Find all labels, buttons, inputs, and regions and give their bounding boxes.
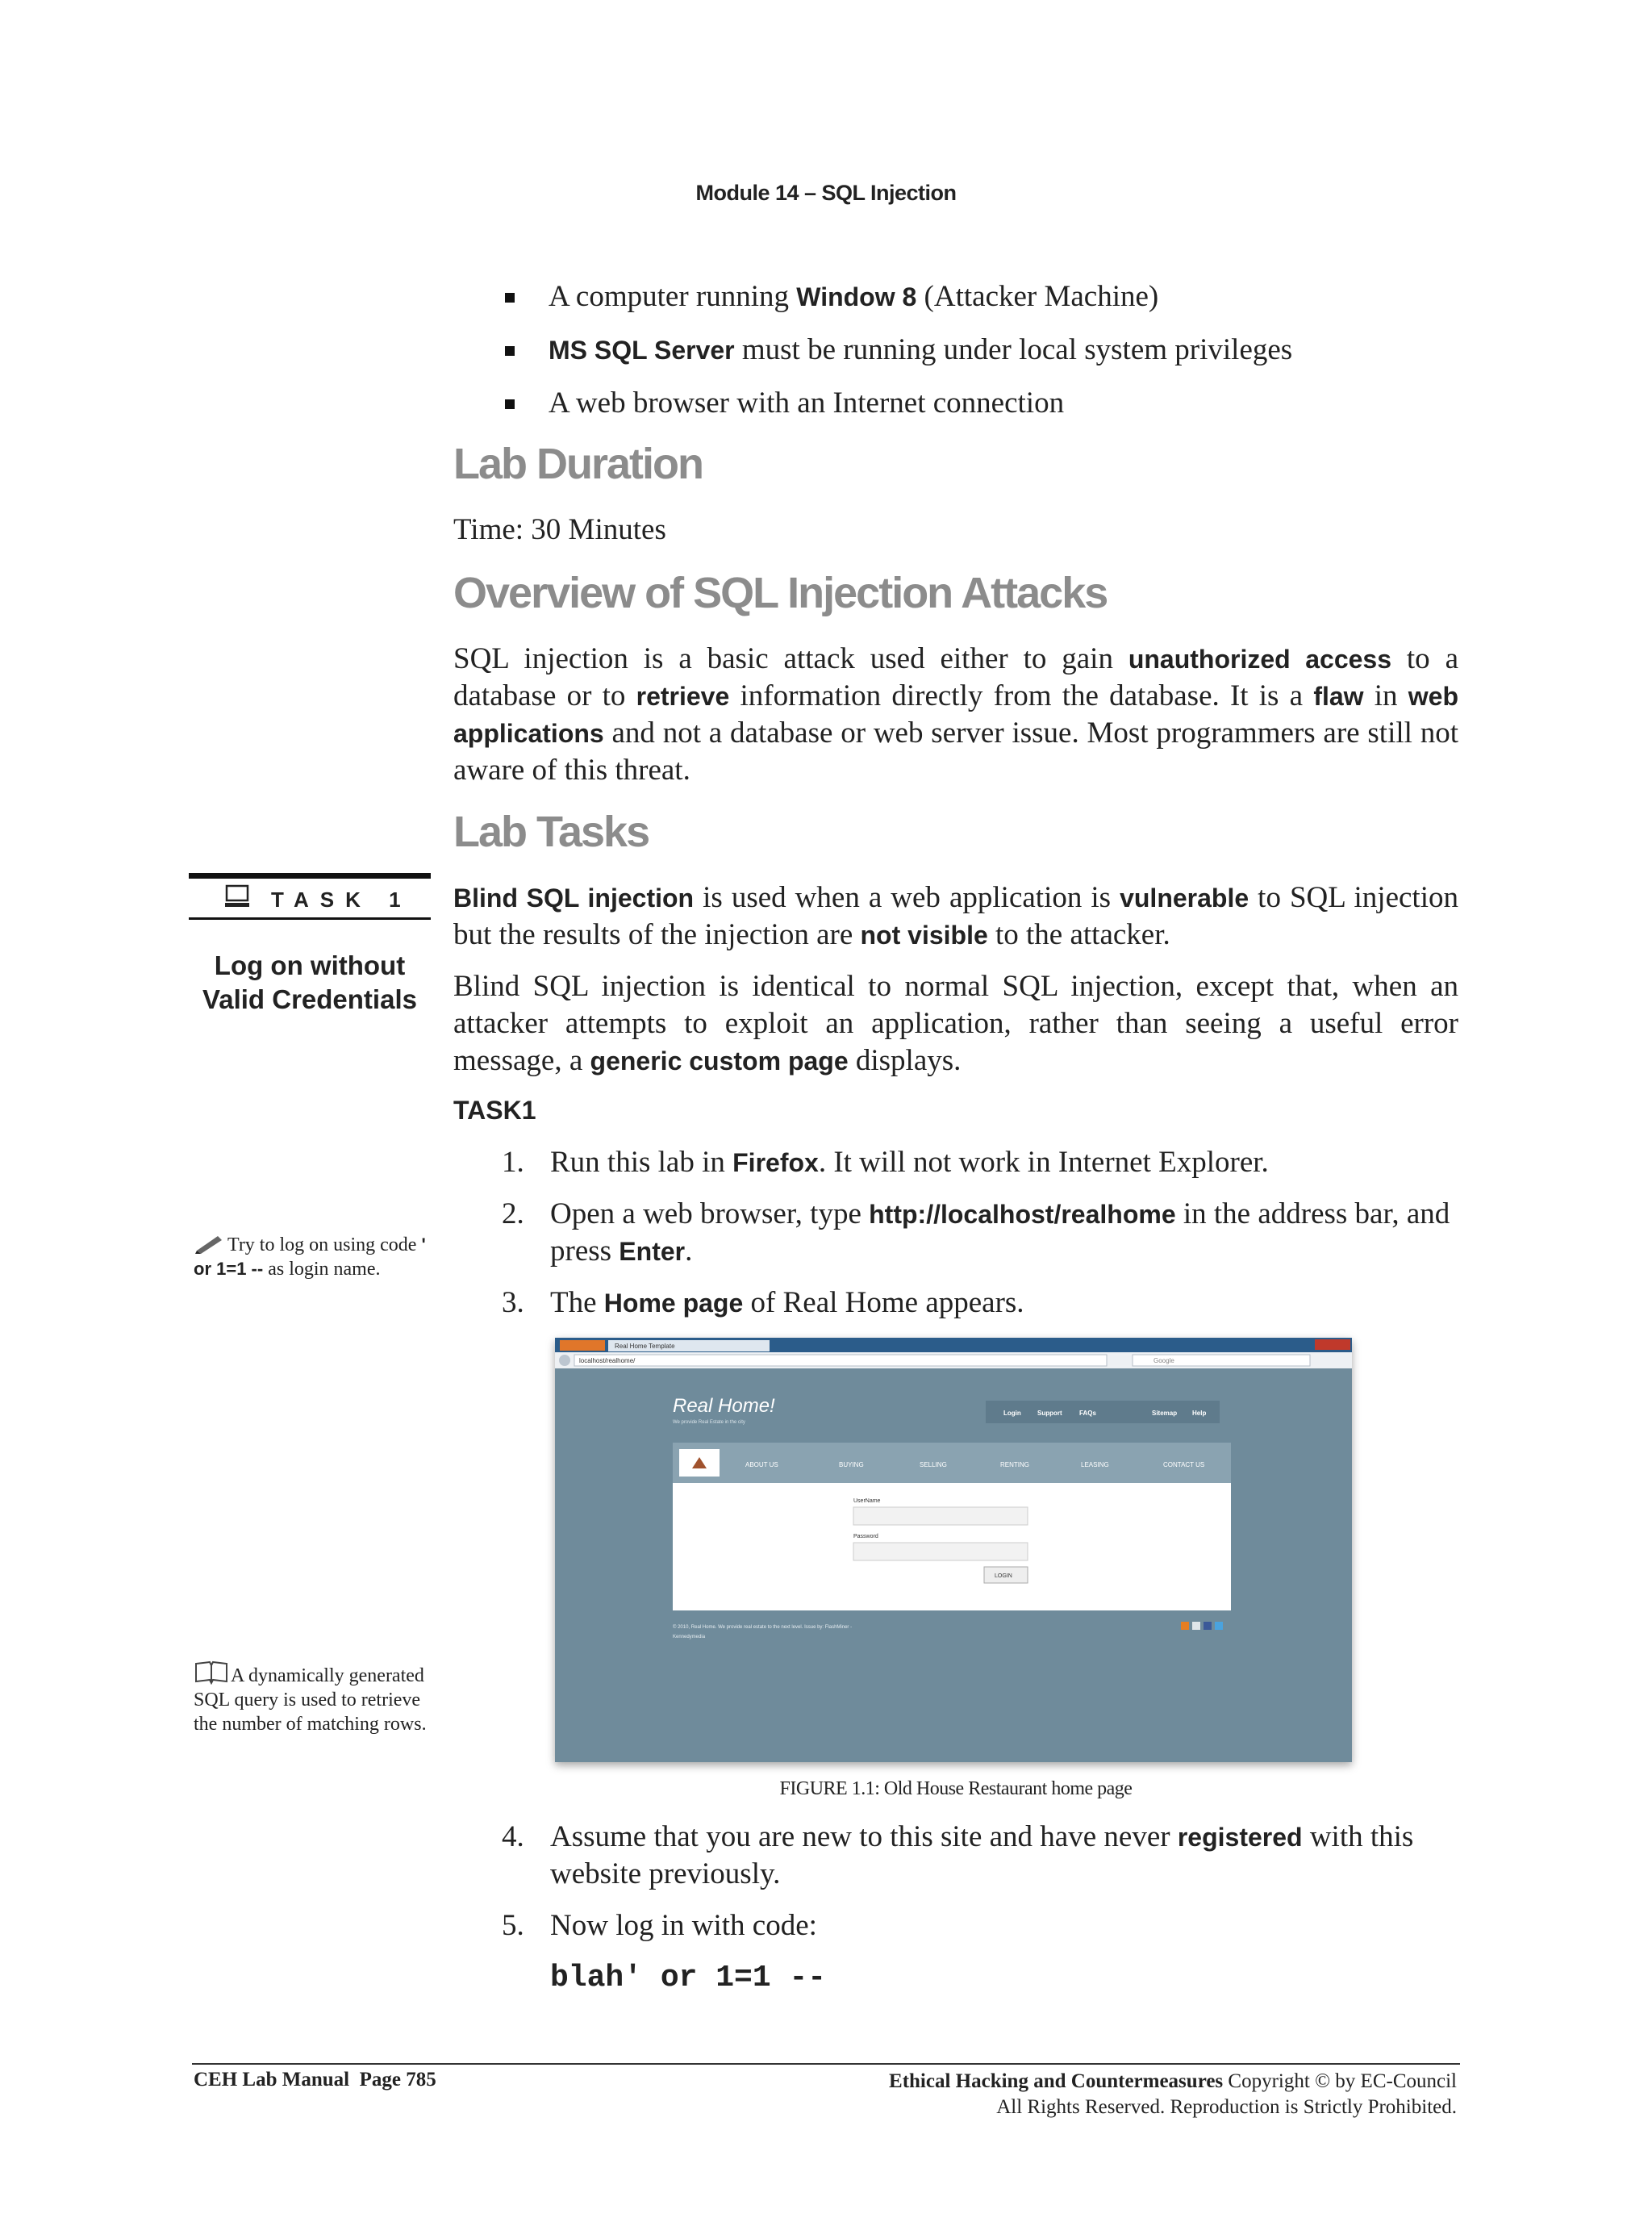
list-item: A computer running Window 8 (Attacker Machine) (499, 270, 1466, 324)
sidebar-task-label: TASK 1 (271, 888, 412, 912)
site-footer-text: © 2010, Real Home. We provide real estate to the next level. Issue by: FlashMiner - (673, 1625, 853, 1630)
facebook-icon (1204, 1622, 1212, 1630)
list-item: 5. Now log in with code: (502, 1909, 817, 1942)
module-header: Module 14 – SQL Injection (695, 181, 957, 205)
site-tagline: We provide Real Estate in the city (673, 1420, 745, 1425)
twitter-icon (1215, 1622, 1223, 1630)
list-item: A web browser with an Internet connection (499, 377, 1466, 430)
sidebar-rule-top (189, 873, 431, 879)
window-controls (1315, 1339, 1350, 1350)
blind-sql-paragraph: Blind SQL injection is used when a web application is vulnerable to SQL injection but the results of the injection are not visible to the attacker. (453, 881, 1458, 951)
steps-list-a (453, 1144, 1458, 1322)
sidebar-task-title: Log on without Valid Credentials (202, 950, 417, 1014)
nav-item: ABOUT US (745, 1461, 778, 1468)
lab-duration-text: Time: 30 Minutes (453, 513, 666, 546)
footer-right: Ethical Hacking and Countermeasures Copyright © by EC-Council All Rights Reserved. Reproduction is Strictly Prohibited. (889, 2070, 1457, 2118)
username-field (853, 1507, 1028, 1525)
footer-left: CEH Lab Manual Page 785 (194, 2069, 436, 2091)
requirements-list (499, 270, 1466, 430)
top-link: Sitemap (1152, 1410, 1178, 1417)
figure-screenshot (555, 1338, 1352, 1762)
address-text: localhost/realhome/ (579, 1357, 636, 1364)
nav-item: BUYING (839, 1461, 864, 1468)
browser-window (555, 1338, 1352, 1762)
nav-item: SELLING (920, 1461, 947, 1468)
nav-item: LEASING (1081, 1461, 1109, 1468)
back-icon (559, 1355, 570, 1366)
top-link: Help (1192, 1410, 1207, 1417)
pencil-icon (194, 1233, 224, 1254)
site-footer-text-2: Kennedymedia (673, 1635, 706, 1639)
list-item: 4. Assume that you are new to this site and have never registered with this website previously. (502, 1820, 1414, 1890)
mail-icon (1192, 1622, 1200, 1630)
figure-caption: FIGURE 1.1: Old House Restaurant home page (779, 1778, 1133, 1799)
steps-list-b (453, 1819, 1458, 1944)
blind-sql-detail-paragraph: Blind SQL injection is identical to normal SQL injection, except that, when an attacker attempts to exploit an application, rather than seeing a useful error message, a generic custom page displays. (453, 970, 1458, 1077)
nav-item: CONTACT US (1163, 1461, 1205, 1468)
sql-code: blah' or 1=1 -- (550, 1961, 827, 1995)
password-label: Password (853, 1534, 878, 1539)
sidebar-tip-2: A dynamically generated SQL query is used to retrieve the number of matching rows. (194, 1659, 428, 1736)
top-link: Login (1003, 1410, 1021, 1417)
top-link: Support (1037, 1410, 1062, 1417)
list-item: MS SQL Server must be running under local system privileges (499, 324, 1466, 377)
footer-rule (192, 2063, 1460, 2065)
login-button-label: LOGIN (995, 1573, 1012, 1579)
site-title: Real Home! (673, 1395, 775, 1417)
password-field (853, 1543, 1028, 1560)
username-label: UserName (853, 1498, 881, 1504)
overview-paragraph: SQL injection is a basic attack used either to gain unauthorized access to a database or to retrieve information directly from the database. It is a flaw in web applications and not a database or web server issue. Most programmers are still not aware of this threat. (453, 642, 1458, 787)
lab-duration-heading: Lab Duration (453, 440, 703, 488)
task-label: TASK1 (453, 1096, 536, 1125)
sidebar-tip-1: Try to log on using code ' or 1=1 -- as login name. (194, 1234, 426, 1280)
lab-tasks-heading: Lab Tasks (453, 808, 649, 856)
tab-title: Real Home Template (615, 1343, 675, 1350)
monitor-icon (224, 884, 250, 909)
top-link: FAQs (1079, 1410, 1096, 1417)
firefox-button (560, 1340, 605, 1351)
address-bar (574, 1355, 1107, 1366)
sidebar-rule-bottom (189, 917, 431, 920)
book-icon (194, 1659, 229, 1685)
overview-heading: Overview of SQL Injection Attacks (453, 569, 1108, 617)
list-item: 3. The Home page of Real Home appears. (502, 1286, 1024, 1319)
nav-item: RENTING (1000, 1461, 1029, 1468)
rss-icon (1181, 1622, 1189, 1630)
list-item: 1. Run this lab in Firefox. It will not work in Internet Explorer. (502, 1146, 1269, 1179)
list-item: 2. Open a web browser, type http://localhost/realhome in the address bar, and press Enter. (502, 1197, 1450, 1268)
search-placeholder: Google (1153, 1357, 1174, 1364)
